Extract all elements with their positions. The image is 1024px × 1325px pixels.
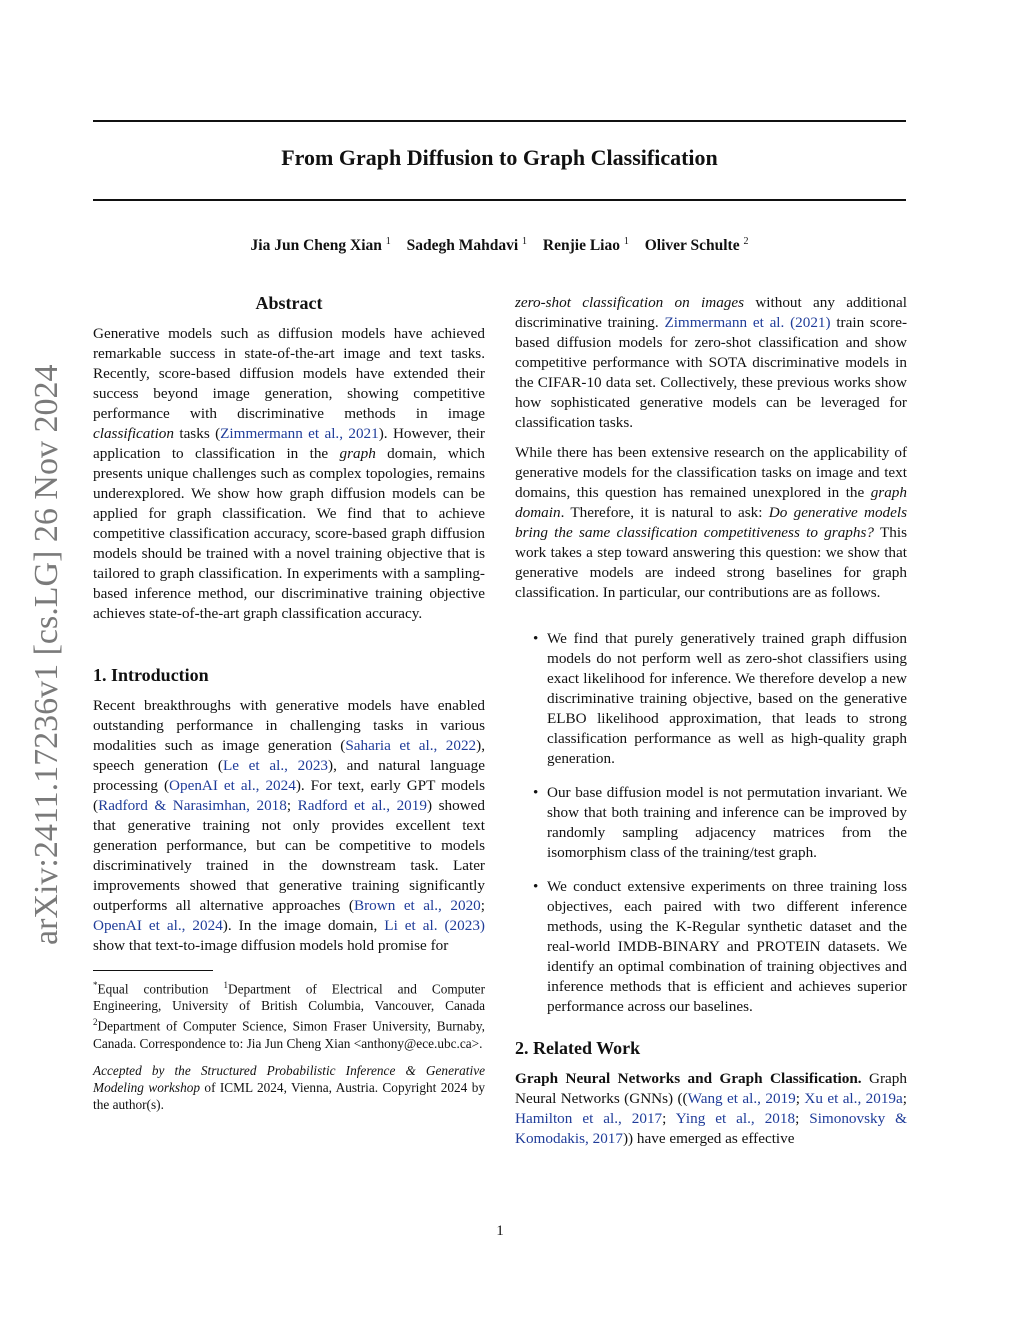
footnote-rule xyxy=(93,970,213,971)
section-heading-introduction: 1. Introduction xyxy=(93,665,209,685)
title-rule-top xyxy=(93,120,906,122)
abstract-heading: Abstract xyxy=(255,293,323,313)
author-list xyxy=(93,236,906,255)
bullet-glyph: • xyxy=(533,630,539,647)
citation-link[interactable]: OpenAI et al., 2024 xyxy=(169,777,296,794)
list-item: • Our base diffusion model is not permutation invariant. We show that both training and inference can be improved by randomly sampling adjacency matrices from the isomorphism class of the training/test graph. xyxy=(533,784,907,861)
left-column xyxy=(93,290,485,1113)
related-work-paragraph: Graph Neural Networks and Graph Classification. Graph Neural Networks (GNNs) ((Wang et al., 2019; Xu et al., 2019a; Hamilton et al., 2017; Ying et al., 2018; Simonovsky & Komodakis, 2017)) have emerged as effective xyxy=(515,1070,907,1147)
list-item: • We find that purely generatively trained graph diffusion models do not perform well as zero-shot classifiers using exact likelihood for inference. We therefore develop a new discriminative training objective, based on the generative ELBO likelihood approximation, that leads to strong classification performance as well as high-quality graph generation. xyxy=(533,630,907,767)
right-column xyxy=(515,290,907,1149)
citation-link[interactable]: Simonovsky & Komodakis, 2017 xyxy=(515,1110,907,1147)
abstract-text: Generative models such as diffusion models have achieved remarkable success in state-of-the-art image and text tasks. Recently, score-based diffusion models have extended their success beyond image generation, showing competitive performance with discriminative methods in image classification tasks (Zimmermann et al., 2021). However, their application to classification in the graph domain, which presents unique challenges such as complex topologies, remains underexplored. We show how graph diffusion models can be applied for graph classification. We find that to achieve competitive classification accuracy, score-based graph diffusion models should be trained with a novel training objective that is tailored to graph classification. In experiments with a sampling-based inference method, our discriminative training objective achieves state-of-the-art graph classification accuracy. xyxy=(93,325,485,622)
citation-link[interactable]: Zimmermann et al., 2021 xyxy=(220,425,379,442)
citation-link[interactable]: Wang et al., 2019 xyxy=(687,1090,796,1107)
citation-link[interactable]: Xu et al., 2019a xyxy=(804,1090,903,1107)
citation-link[interactable]: Radford et al., 2019 xyxy=(297,797,427,814)
page-number: 1 xyxy=(496,1223,504,1239)
bullet-glyph: • xyxy=(533,878,539,895)
venue-note: Accepted by the Structured Probabilistic Inference & Generative Modeling workshop of ICML 2024, Vienna, Austria. Copyright 2024 by the author(s). xyxy=(93,1062,485,1112)
citation-link[interactable]: Hamilton et al., 2017 xyxy=(515,1110,663,1127)
title-rule-bottom xyxy=(93,199,906,201)
citation-link[interactable]: Ying et al., 2018 xyxy=(675,1110,796,1127)
citation-link[interactable]: OpenAI et al., 2024 xyxy=(93,917,223,934)
paper-title: From Graph Diffusion to Graph Classification xyxy=(281,145,718,170)
section-heading-related-work: 2. Related Work xyxy=(515,1038,641,1058)
arxiv-identifier: arXiv:2411.17236v1 [cs.LG] 26 Nov 2024 xyxy=(28,364,65,945)
paragraph-runin-heading: Graph Neural Networks and Graph Classification. xyxy=(515,1070,862,1087)
intro-paragraph: Recent breakthroughs with generative models have enabled outstanding performance in challenging tasks in various modalities such as image generation (Saharia et al., 2022), speech generation (Le et al., 2023), and natural language processing (OpenAI et al., 2024). For text, early GPT models (Radford & Narasimhan, 2018; Radford et al., 2019) showed that generative training not only provides excellent text generation performance, but can be competitive to models discriminatively trained in the downstream task. Later improvements showed that generative training significantly outperforms all alternative approaches (Brown et al., 2020; OpenAI et al., 2024). In the image domain, Li et al. (2023) show that text-to-image diffusion models hold promise for xyxy=(93,697,485,954)
intro-paragraph-question: While there has been extensive research on the applicability of generative models for the classification tasks on image and text domains, this question has remained unexplored in the graph domain. Therefore, it is natural to ask: Do generative models bring the same classification competitiveness to graphs? This work takes a step toward answering this question: we show that generative models are indeed strong baselines for graph classification. In particular, our contributions are as follows. xyxy=(515,444,907,601)
intro-paragraph-continued: zero-shot classification on images without any additional discriminative training. Zimmermann et al. (2021) train score-based diffusion models for zero-shot classification and show competitive performance with SOTA discriminative models in the CIFAR-10 data set. Collectively, these previous works show how sophisticated generative models can be leveraged for classification tasks. xyxy=(515,294,908,431)
author: Renjie Liao $^1$ xyxy=(542,236,629,255)
citation-link[interactable]: Li et al. (2023) xyxy=(384,917,485,934)
citation-link[interactable]: Le et al., 2023 xyxy=(222,757,329,774)
list-item: • We conduct extensive experiments on three training loss objectives, each paired with two different inference methods, using the K-Regular synthetic dataset and the real-world IMDB-BINARY and PROTEIN datasets. We identify an optimal combination of training objectives and inference methods that is efficient and achieves superior performance across our baselines. xyxy=(533,878,907,1015)
author: Oliver Schulte $^2$ xyxy=(644,236,749,255)
author: Sadegh Mahdavi $^1$ xyxy=(406,236,528,255)
bullet-glyph: • xyxy=(533,784,539,801)
footnote-affiliations: *Equal contribution $^1$Department of Electrical and Computer Engineering, University of British Columbia, Vancouver, Canada $^2$Department of Computer Science, Simon Fraser University, Burnaby, Canada. Correspondence to: Jia Jun Cheng Xian <anthony@ece.ubc.ca>. xyxy=(93,980,486,1051)
author: Jia Jun Cheng Xian $^1$ xyxy=(250,236,391,255)
citation-link[interactable]: Brown et al., 2020 xyxy=(353,897,481,914)
contributions-list xyxy=(515,629,907,1017)
citation-link[interactable]: Zimmermann et al. (2021) xyxy=(664,314,831,331)
citation-link[interactable]: Saharia et al., 2022 xyxy=(345,737,477,754)
citation-link[interactable]: Radford & Narasimhan, 2018 xyxy=(98,797,287,814)
